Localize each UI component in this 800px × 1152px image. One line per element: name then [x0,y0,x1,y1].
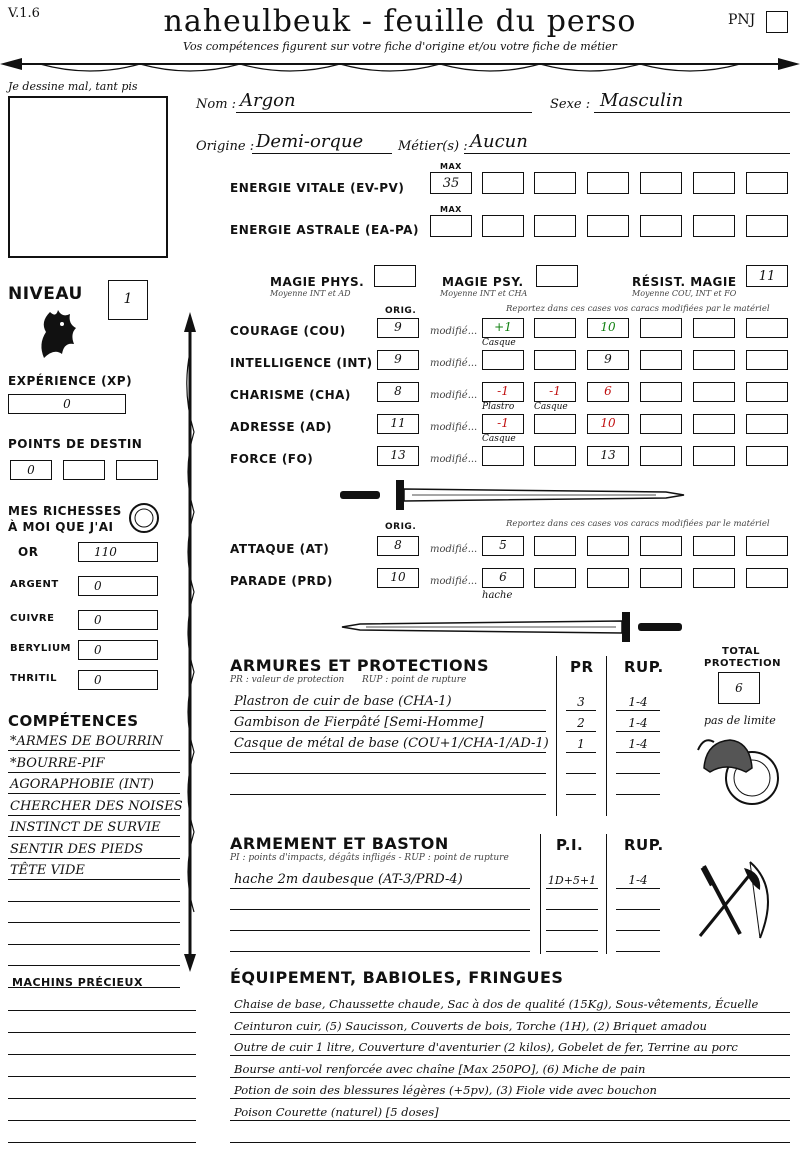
armures-note-2: RUP : point de rupture [362,675,467,685]
wealth-value: 110 [94,545,117,559]
magie-phys-label: MAGIE PHYS. [270,275,365,289]
stat-mod-box[interactable] [693,318,735,338]
ev-box[interactable] [534,172,576,194]
stat-mod-value: 10 [600,320,616,334]
stat-name: INTELLIGENCE (INT) [230,356,373,370]
equipement-line[interactable]: Poison Courette (naturel) [5 doses] [234,1105,439,1119]
competences-title: COMPÉTENCES [8,712,139,730]
xp-label: EXPÉRIENCE (XP) [8,374,133,388]
total-protection-label-2: PROTECTION [704,658,781,669]
ea-box[interactable] [746,215,788,237]
combat-mod-value: 5 [499,538,507,552]
stat-mod-caption: Plastro [482,402,515,412]
niveau-label: NIVEAU [8,284,83,304]
combat-name: ATTAQUE (AT) [230,542,330,556]
stat-mod-box[interactable] [693,350,735,370]
stat-mod-value: -1 [549,384,561,398]
sexe-value[interactable]: Masculin [600,90,684,111]
arme-name[interactable]: hache 2m daubesque (AT-3/PRD-4) [234,872,463,887]
destin-label: POINTS DE DESTIN [8,437,143,451]
stat-mod-box[interactable] [534,446,576,466]
origine-label: Origine : [196,139,255,154]
competence-item[interactable]: INSTINCT DE SURVIE [10,820,161,835]
combat-orig-value: 10 [390,570,406,584]
combat-mod-value: 6 [499,570,507,584]
armure-name[interactable]: Casque de métal de base (COU+1/CHA-1/AD-1) [234,736,549,751]
wealth-value: 0 [94,673,102,687]
magie-psy-note: Moyenne INT et CHA [440,289,528,298]
stat-mod-value: -1 [497,416,509,430]
stat-mod-box[interactable] [534,414,576,434]
stat-name: COURAGE (COU) [230,324,346,338]
stat-mod-box[interactable] [746,318,788,338]
competence-item[interactable]: AGORAPHOBIE (INT) [10,777,154,792]
orig-label: ORIG. [385,306,417,316]
wealth-box[interactable] [78,576,158,596]
stat-mod-box[interactable] [746,382,788,402]
version-label: V.1.6 [8,6,40,21]
wealth-box[interactable] [78,542,158,562]
stat-mod-box[interactable] [693,414,735,434]
combat-mod-box[interactable] [693,536,735,556]
stat-mod-box[interactable] [746,350,788,370]
pnj-label: PNJ [728,12,756,28]
wealth-value: 0 [94,579,102,593]
stat-mod-value: +1 [494,320,512,334]
competence-item[interactable]: *BOURRE-PIF [10,755,105,771]
origine-value[interactable]: Demi-orque [256,131,364,152]
niveau-value: 1 [123,291,133,307]
ev-max-label: MAX [440,162,462,171]
stats-note-2: Reportez dans ces cases vos caracs modifiées par le matériel [506,519,770,529]
armure-rup: 1-4 [628,716,648,730]
armure-pr: 3 [577,695,585,709]
stat-orig-value: 9 [394,352,402,366]
combat-modif-label: modifié... [430,544,478,555]
stat-mod-value: 9 [604,352,612,366]
equipement-line[interactable]: Potion de soin des blessures légères (+5pv), (3) Fiole vide avec bouchon [234,1083,657,1098]
stat-mod-caption: Casque [482,434,516,444]
destin-value-1: 0 [27,463,35,477]
armement-note: PI : points d'impacts, dégâts infligés - RUP : point de rupture [230,853,509,863]
stat-modif-label: modifié... [430,390,478,401]
arme-rup: 1-4 [628,873,648,887]
ev-max-value: 35 [442,176,460,191]
competence-item[interactable]: CHERCHER DES NOISES [10,798,183,814]
combat-mod-box[interactable] [587,536,629,556]
stat-mod-box[interactable] [534,350,576,370]
stat-orig-value: 13 [390,448,406,462]
magie-phys-note: Moyenne INT et AD [270,289,351,298]
ev-box[interactable] [482,172,524,194]
combat-mod-box[interactable] [746,536,788,556]
ev-box[interactable] [587,172,629,194]
sword-icon [336,478,686,512]
equipement-line[interactable]: Ceinturon cuir, (5) Saucisson, Couverts de bois, Torche (1H), (2) Briquet amadou [234,1018,707,1033]
armures-col-rup: RUP. [624,658,664,676]
portrait-caption: Je dessine mal, tant pis [8,80,138,93]
combat-mod-box[interactable] [640,568,682,588]
richesses-label-2: À MOI QUE J'AI [8,520,114,534]
sheet-title: naheulbeuk - feuille du perso [163,4,637,39]
wealth-name: OR [18,545,39,559]
armure-name[interactable]: Gambison de Fierpâté [Semi-Homme] [234,715,484,730]
combat-mod-box[interactable] [746,568,788,588]
armement-title: ARMEMENT ET BASTON [230,834,449,853]
combat-orig-value: 8 [394,538,402,552]
combat-mod-box[interactable] [640,536,682,556]
vertical-spear [180,312,200,972]
nom-value[interactable]: Argon [240,90,296,111]
stat-mod-box[interactable] [640,318,682,338]
competence-item[interactable]: *ARMES DE BOURRIN [10,734,164,749]
armement-col-pi: P.I. [556,836,584,854]
stat-mod-value: 10 [600,416,616,430]
pas-de-limite: pas de limite [704,714,776,727]
sexe-label: Sexe : [550,97,591,112]
magie-psy-label: MAGIE PSY. [442,275,524,289]
stat-mod-box[interactable] [746,446,788,466]
resist-magie-note: Moyenne COU, INT et FO [632,289,737,298]
wealth-name: ARGENT [10,579,59,590]
combat-caption: hache [482,590,513,601]
armures-note-1: PR : valeur de protection [230,675,345,685]
armure-name[interactable]: Plastron de cuir de base (CHA-1) [234,694,452,709]
total-protection-value: 6 [735,681,743,695]
stat-mod-value: 13 [600,448,616,462]
ea-max-label: MAX [440,205,462,214]
pnj-checkbox[interactable] [766,11,788,33]
stat-modif-label: modifié... [430,454,478,465]
wealth-name: THRITIL [10,673,58,684]
combat-mod-box[interactable] [534,568,576,588]
sword-icon-2 [340,610,690,644]
dragon-icon [34,304,82,360]
portrait-frame[interactable] [8,96,168,258]
helmet-shield-icon [696,728,780,812]
armure-pr: 1 [577,737,585,751]
combat-mod-box[interactable] [587,568,629,588]
metier-value[interactable]: Aucun [470,131,528,152]
stat-modif-label: modifié... [430,422,478,433]
ea-box[interactable] [482,215,524,237]
combat-mod-box[interactable] [693,568,735,588]
combat-modif-label: modifié... [430,576,478,587]
ea-box[interactable] [534,215,576,237]
stat-mod-box[interactable] [640,446,682,466]
ev-label: ENERGIE VITALE (EV-PV) [230,181,405,195]
magie-psy-box[interactable] [536,265,578,287]
orig-label-2: ORIG. [385,522,417,532]
ev-box[interactable] [640,172,682,194]
resist-magie-value: 11 [758,269,776,284]
wealth-value: 0 [94,643,102,657]
stat-name: CHARISME (CHA) [230,388,351,402]
stat-modif-label: modifié... [430,326,478,337]
stat-orig-value: 9 [394,320,402,334]
stat-mod-value: -1 [497,384,509,398]
stat-mod-box[interactable] [693,382,735,402]
armure-rup: 1-4 [628,695,648,709]
stat-name: FORCE (FO) [230,452,314,466]
wealth-value: 0 [94,613,102,627]
spear-ornament [0,52,800,80]
ea-label: ENERGIE ASTRALE (EA-PA) [230,223,419,237]
stat-mod-box[interactable] [746,414,788,434]
combat-name: PARADE (PRD) [230,574,333,588]
ev-box[interactable] [746,172,788,194]
armure-rup: 1-4 [628,737,648,751]
ea-box[interactable] [640,215,682,237]
stat-orig-value: 11 [390,416,406,430]
wealth-box[interactable] [78,640,158,660]
armement-col-rup: RUP. [624,836,664,854]
coin-icon [128,502,160,534]
wealth-box[interactable] [78,670,158,690]
richesses-label-1: MES RICHESSES [8,504,122,518]
stat-name: ADRESSE (AD) [230,420,333,434]
resist-magie-label: RÉSIST. MAGIE [632,275,737,289]
equipement-line[interactable]: Outre de cuir 1 litre, Couverture d'aventurier (2 kilos), Gobelet de fer, Terrine au porc [234,1040,738,1055]
armures-title: ARMURES ET PROTECTIONS [230,656,489,675]
equipement-line[interactable]: Chaise de base, Chaussette chaude, Sac à dos de qualité (15Kg), Sous-vêtements, Écuelle [234,997,759,1011]
weapons-icon [690,858,782,942]
magie-phys-box[interactable] [374,265,416,287]
competence-item[interactable]: TÊTE VIDE [10,863,85,878]
machins-title: MACHINS PRÉCIEUX [12,976,143,989]
stat-modif-label: modifié... [430,358,478,369]
stat-mod-box[interactable] [482,446,524,466]
armures-col-pr: PR [570,658,594,676]
competence-item[interactable]: SENTIR DES PIEDS [10,841,144,857]
stat-mod-caption: Casque [534,402,568,412]
equipement-title: ÉQUIPEMENT, BABIOLES, FRINGUES [230,968,564,987]
total-protection-label-1: TOTAL [722,646,760,657]
combat-mod-box[interactable] [534,536,576,556]
ev-box[interactable] [693,172,735,194]
stat-mod-box[interactable] [640,382,682,402]
nom-label: Nom : [196,97,237,112]
stat-mod-box[interactable] [534,318,576,338]
wealth-box[interactable] [78,610,158,630]
stat-mod-caption: Casque [482,338,516,348]
stat-mod-box[interactable] [640,350,682,370]
wealth-name: CUIVRE [10,613,55,624]
stat-mod-box[interactable] [640,414,682,434]
stats-note: Reportez dans ces cases vos caracs modifiées par le matériel [506,304,770,314]
arme-pi: 1D+5+1 [547,874,597,887]
armure-pr: 2 [577,716,585,730]
stat-mod-box[interactable] [693,446,735,466]
metier-label: Métier(s) : [398,139,468,154]
stat-mod-box[interactable] [482,350,524,370]
stat-mod-value: 6 [604,384,612,398]
ea-max-box[interactable] [430,215,472,237]
destin-box-2[interactable] [63,460,105,480]
wealth-name: BERYLIUM [10,643,72,654]
destin-box-3[interactable] [116,460,158,480]
stat-orig-value: 8 [394,384,402,398]
equipement-line[interactable]: Bourse anti-vol renforcée avec chaîne [Max 250PO], (6) Miche de pain [234,1061,646,1076]
sheet-subtitle: Vos compétences figurent sur votre fiche d'origine et/ou votre fiche de métier [183,40,617,53]
ea-box[interactable] [587,215,629,237]
xp-value: 0 [63,397,71,411]
ea-box[interactable] [693,215,735,237]
